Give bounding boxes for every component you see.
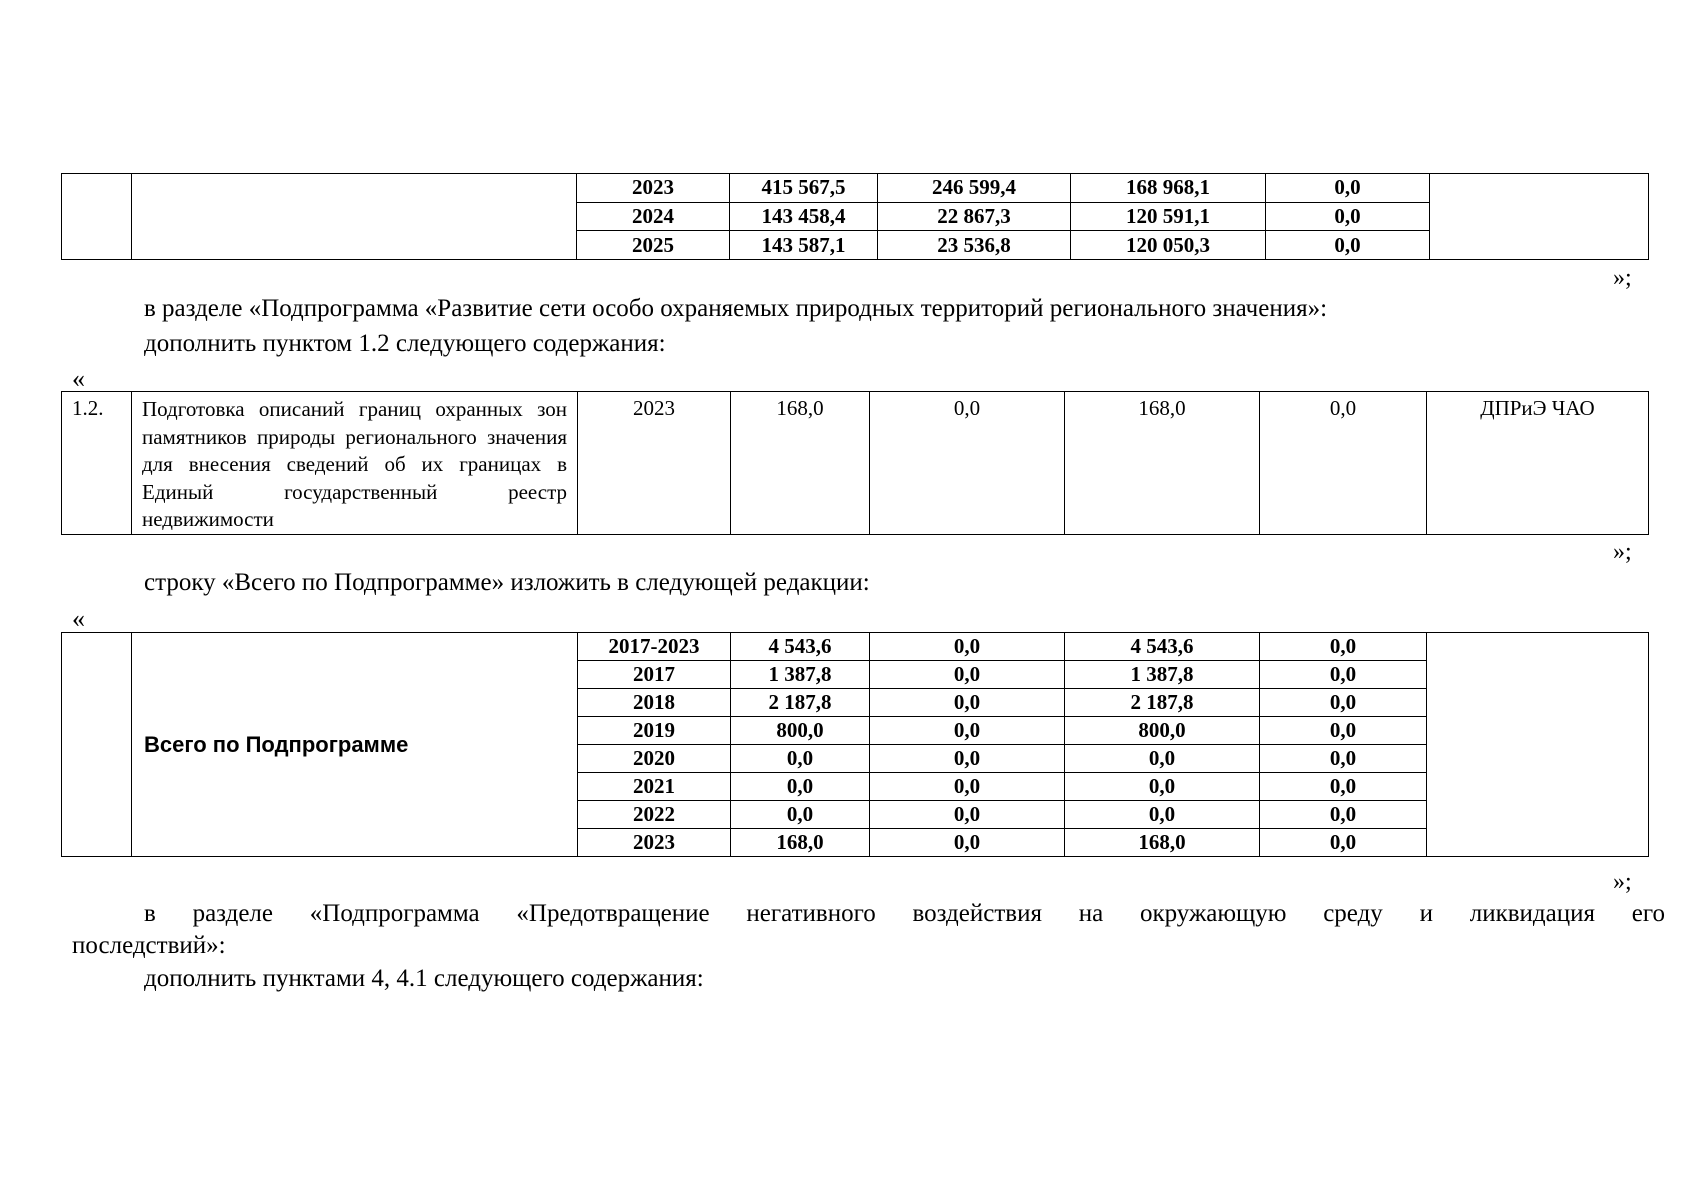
other-cell: 0,0 — [1260, 633, 1427, 661]
year-cell: 2021 — [578, 773, 731, 801]
federal-cell: 0,0 — [870, 392, 1065, 535]
regional-cell: 168,0 — [1065, 392, 1260, 535]
funding-table-continuation — [61, 173, 1649, 260]
regional-cell: 0,0 — [1065, 773, 1260, 801]
federal-cell: 0,0 — [870, 745, 1065, 773]
federal-cell: 246 599,4 — [878, 174, 1071, 203]
regional-cell: 1 387,8 — [1065, 661, 1260, 689]
other-cell: 0,0 — [1266, 231, 1430, 260]
item-1-2-table — [61, 391, 1649, 535]
other-cell: 0,0 — [1266, 202, 1430, 231]
table-row — [62, 174, 1649, 203]
federal-cell: 0,0 — [870, 829, 1065, 857]
num-cell — [62, 174, 132, 260]
opening-quote-mark: « — [72, 604, 85, 633]
table-row — [62, 392, 1649, 535]
regional-cell: 0,0 — [1065, 801, 1260, 829]
total-cell: 415 567,5 — [730, 174, 878, 203]
total-label: Всего по Подпрограмме — [132, 633, 578, 857]
other-cell: 0,0 — [1260, 829, 1427, 857]
other-cell: 0,0 — [1266, 174, 1430, 203]
federal-cell: 0,0 — [870, 633, 1065, 661]
executor-cell — [1430, 174, 1649, 260]
paragraph-total-row: строку «Всего по Подпрограмме» изложить в следующей редакции: — [144, 569, 870, 596]
year-cell: 2025 — [577, 231, 730, 260]
federal-cell: 22 867,3 — [878, 202, 1071, 231]
paragraph-section-reserves: в разделе «Подпрограмма «Развитие сети особо охраняемых природных территорий регионального значения»: — [144, 295, 1328, 322]
paragraph-add-item: дополнить пунктом 1.2 следующего содержания: — [144, 330, 666, 357]
other-cell: 0,0 — [1260, 661, 1427, 689]
year-cell: 2024 — [577, 202, 730, 231]
total-cell: 143 458,4 — [730, 202, 878, 231]
regional-cell: 120 591,1 — [1071, 202, 1266, 231]
total-cell: 143 587,1 — [730, 231, 878, 260]
total-cell: 0,0 — [731, 801, 870, 829]
federal-cell: 23 536,8 — [878, 231, 1071, 260]
regional-cell: 4 543,6 — [1065, 633, 1260, 661]
regional-cell: 120 050,3 — [1071, 231, 1266, 260]
paragraph-section-pollution-line1: в разделе «Подпрограмма «Предотвращение негативного воздействия на окружающую среду и ликвидация его — [144, 900, 1665, 927]
federal-cell: 0,0 — [870, 773, 1065, 801]
total-cell: 168,0 — [731, 829, 870, 857]
other-cell: 0,0 — [1260, 689, 1427, 717]
item-description: Подготовка описаний границ охранных зон памятников природы регионального значения для внесения сведений об их границах в Единый государственный реестр недвижимости — [132, 392, 578, 535]
other-cell: 0,0 — [1260, 392, 1427, 535]
executor-cell: ДПРиЭ ЧАО — [1427, 392, 1649, 535]
item-number: 1.2. — [62, 392, 132, 535]
paragraph-section-pollution-line2: последствий»: — [72, 932, 226, 959]
total-cell: 168,0 — [731, 392, 870, 535]
subprogram-total-table — [61, 632, 1649, 857]
other-cell: 0,0 — [1260, 717, 1427, 745]
total-cell: 2 187,8 — [731, 689, 870, 717]
regional-cell: 800,0 — [1065, 717, 1260, 745]
other-cell: 0,0 — [1260, 773, 1427, 801]
regional-cell: 2 187,8 — [1065, 689, 1260, 717]
year-cell: 2023 — [577, 174, 730, 203]
total-cell: 800,0 — [731, 717, 870, 745]
year-cell: 2020 — [578, 745, 731, 773]
total-cell: 0,0 — [731, 745, 870, 773]
executor-cell — [1427, 633, 1649, 857]
closing-quote-mark: »; — [1613, 869, 1632, 895]
num-cell — [62, 633, 132, 857]
name-cell — [132, 174, 577, 260]
other-cell: 0,0 — [1260, 801, 1427, 829]
total-cell: 0,0 — [731, 773, 870, 801]
opening-quote-mark: « — [72, 364, 85, 393]
closing-quote-mark: »; — [1613, 265, 1632, 291]
year-cell: 2023 — [578, 392, 731, 535]
year-cell: 2023 — [578, 829, 731, 857]
year-cell: 2017-2023 — [578, 633, 731, 661]
year-cell: 2019 — [578, 717, 731, 745]
federal-cell: 0,0 — [870, 717, 1065, 745]
year-cell: 2018 — [578, 689, 731, 717]
federal-cell: 0,0 — [870, 801, 1065, 829]
other-cell: 0,0 — [1260, 745, 1427, 773]
year-cell: 2017 — [578, 661, 731, 689]
closing-quote-mark: »; — [1613, 539, 1632, 565]
total-cell: 4 543,6 — [731, 633, 870, 661]
federal-cell: 0,0 — [870, 689, 1065, 717]
federal-cell: 0,0 — [870, 661, 1065, 689]
year-cell: 2022 — [578, 801, 731, 829]
total-cell: 1 387,8 — [731, 661, 870, 689]
regional-cell: 168 968,1 — [1071, 174, 1266, 203]
paragraph-add-items-4: дополнить пунктами 4, 4.1 следующего содержания: — [144, 965, 704, 992]
regional-cell: 168,0 — [1065, 829, 1260, 857]
table-row — [62, 633, 1649, 661]
regional-cell: 0,0 — [1065, 745, 1260, 773]
